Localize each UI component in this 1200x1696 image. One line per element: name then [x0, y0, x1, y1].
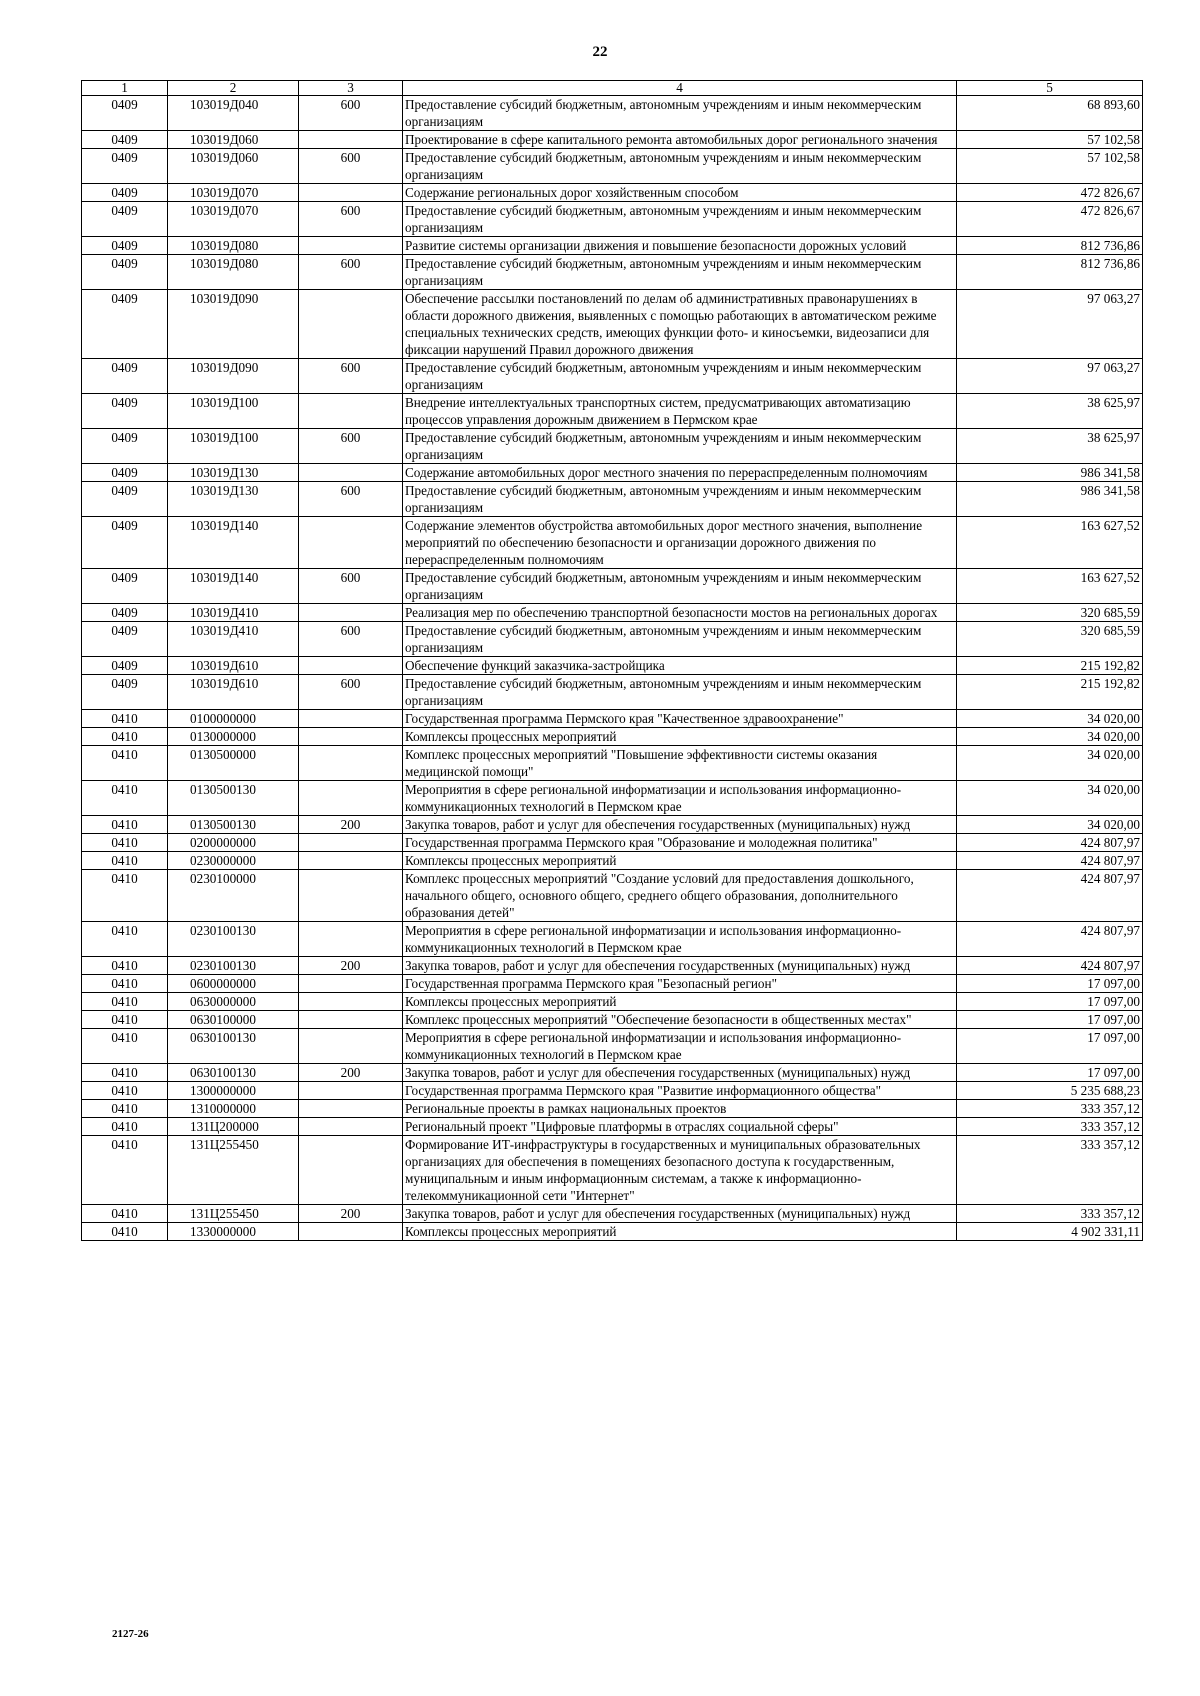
section-code-cell: 0409 — [82, 290, 168, 359]
item-name-cell: Содержание автомобильных дорог местного значения по перераспределенным полномочиям — [403, 464, 957, 482]
target-article-code-cell: 1300000000 — [168, 1082, 299, 1100]
table-row — [82, 1223, 1143, 1241]
item-name-cell: Предоставление субсидий бюджетным, автономным учреждениям и иным некоммерческим организациям — [403, 149, 957, 184]
amount-cell: 38 625,97 — [957, 394, 1143, 429]
expense-type-code-cell — [299, 975, 403, 993]
expense-type-code-cell: 600 — [299, 149, 403, 184]
table-row — [82, 622, 1143, 657]
section-code-cell: 0410 — [82, 975, 168, 993]
target-article-code-cell: 0630000000 — [168, 993, 299, 1011]
item-name-cell: Государственная программа Пермского края "Развитие информационного общества" — [403, 1082, 957, 1100]
expense-type-code-cell: 600 — [299, 359, 403, 394]
amount-cell: 34 020,00 — [957, 781, 1143, 816]
target-article-code-cell: 103019Д090 — [168, 290, 299, 359]
table-row — [82, 1011, 1143, 1029]
table-row — [82, 482, 1143, 517]
target-article-code-cell: 131Ц200000 — [168, 1118, 299, 1136]
amount-cell: 68 893,60 — [957, 96, 1143, 131]
target-article-code-cell: 103019Д080 — [168, 237, 299, 255]
section-code-cell: 0410 — [82, 1118, 168, 1136]
item-name-cell: Региональные проекты в рамках национальных проектов — [403, 1100, 957, 1118]
target-article-code-cell: 0630100130 — [168, 1029, 299, 1064]
target-article-code-cell: 0100000000 — [168, 710, 299, 728]
table-row — [82, 870, 1143, 922]
column-header-2: 2 — [168, 81, 299, 96]
expense-type-code-cell — [299, 728, 403, 746]
amount-cell: 17 097,00 — [957, 1011, 1143, 1029]
target-article-code-cell: 0130500130 — [168, 781, 299, 816]
document-code: 2127-26 — [112, 1628, 149, 1640]
target-article-code-cell: 103019Д080 — [168, 255, 299, 290]
item-name-cell: Обеспечение рассылки постановлений по делам об административных правонарушениях в области дорожного движения, выявленных с помощью работающих в автоматическом режиме специальных технических средств, имеющих функции фото- и киносъемки, видеозаписи для фиксации нарушений Правил дорожного движения — [403, 290, 957, 359]
section-code-cell: 0409 — [82, 657, 168, 675]
section-code-cell: 0410 — [82, 728, 168, 746]
budget-table-container — [81, 80, 1142, 1241]
table-row — [82, 1064, 1143, 1082]
expense-type-code-cell: 600 — [299, 429, 403, 464]
amount-cell: 34 020,00 — [957, 710, 1143, 728]
target-article-code-cell: 0630100130 — [168, 1064, 299, 1082]
expense-type-code-cell: 600 — [299, 202, 403, 237]
table-row — [82, 1118, 1143, 1136]
amount-cell: 163 627,52 — [957, 517, 1143, 569]
expense-type-code-cell — [299, 237, 403, 255]
table-row — [82, 96, 1143, 131]
expense-type-code-cell — [299, 604, 403, 622]
item-name-cell: Комплексы процессных мероприятий — [403, 728, 957, 746]
target-article-code-cell: 103019Д070 — [168, 202, 299, 237]
item-name-cell: Содержание региональных дорог хозяйственным способом — [403, 184, 957, 202]
item-name-cell: Комплекс процессных мероприятий "Повышение эффективности системы оказания медицинской помощи" — [403, 746, 957, 781]
amount-cell: 320 685,59 — [957, 604, 1143, 622]
table-row — [82, 834, 1143, 852]
table-row — [82, 1029, 1143, 1064]
table-row — [82, 429, 1143, 464]
target-article-code-cell: 103019Д130 — [168, 482, 299, 517]
amount-cell: 34 020,00 — [957, 816, 1143, 834]
amount-cell: 424 807,97 — [957, 922, 1143, 957]
amount-cell: 986 341,58 — [957, 464, 1143, 482]
item-name-cell: Реализация мер по обеспечению транспортной безопасности мостов на региональных дорогах — [403, 604, 957, 622]
target-article-code-cell: 103019Д140 — [168, 569, 299, 604]
item-name-cell: Комплекс процессных мероприятий "Создание условий для предоставления дошкольного, начального общего, основного общего, среднего общего образования, дополнительного образования детей" — [403, 870, 957, 922]
amount-cell: 333 357,12 — [957, 1100, 1143, 1118]
target-article-code-cell: 103019Д610 — [168, 657, 299, 675]
section-code-cell: 0410 — [82, 834, 168, 852]
amount-cell: 34 020,00 — [957, 746, 1143, 781]
target-article-code-cell: 103019Д410 — [168, 622, 299, 657]
item-name-cell: Региональный проект "Цифровые платформы в отраслях социальной сферы" — [403, 1118, 957, 1136]
table-row — [82, 394, 1143, 429]
item-name-cell: Мероприятия в сфере региональной информатизации и использования информационно-коммуникационных технологий в Пермском крае — [403, 922, 957, 957]
table-row — [82, 255, 1143, 290]
page-number: 22 — [592, 44, 608, 60]
expense-type-code-cell — [299, 922, 403, 957]
section-code-cell: 0409 — [82, 464, 168, 482]
section-code-cell: 0409 — [82, 604, 168, 622]
section-code-cell: 0409 — [82, 394, 168, 429]
target-article-code-cell: 103019Д060 — [168, 149, 299, 184]
item-name-cell: Предоставление субсидий бюджетным, автономным учреждениям и иным некоммерческим организациям — [403, 96, 957, 131]
target-article-code-cell: 103019Д610 — [168, 675, 299, 710]
target-article-code-cell: 0130500000 — [168, 746, 299, 781]
column-header-1: 1 — [82, 81, 168, 96]
item-name-cell: Государственная программа Пермского края "Безопасный регион" — [403, 975, 957, 993]
item-name-cell: Развитие системы организации движения и повышение безопасности дорожных условий — [403, 237, 957, 255]
amount-cell: 17 097,00 — [957, 1064, 1143, 1082]
target-article-code-cell: 103019Д060 — [168, 131, 299, 149]
section-code-cell: 0409 — [82, 359, 168, 394]
column-header-3: 3 — [299, 81, 403, 96]
expense-type-code-cell — [299, 464, 403, 482]
table-row — [82, 517, 1143, 569]
section-code-cell: 0409 — [82, 131, 168, 149]
expense-type-code-cell — [299, 1011, 403, 1029]
item-name-cell: Содержание элементов обустройства автомобильных дорог местного значения, выполнение мероприятий по обеспечению безопасности и организации дорожного движения по перераспределенным полномочиям — [403, 517, 957, 569]
section-code-cell: 0409 — [82, 517, 168, 569]
amount-cell: 17 097,00 — [957, 975, 1143, 993]
item-name-cell: Закупка товаров, работ и услуг для обеспечения государственных (муниципальных) нужд — [403, 957, 957, 975]
budget-table — [81, 80, 1143, 1241]
target-article-code-cell: 0200000000 — [168, 834, 299, 852]
expense-type-code-cell: 600 — [299, 675, 403, 710]
amount-cell: 57 102,58 — [957, 149, 1143, 184]
target-article-code-cell: 103019Д140 — [168, 517, 299, 569]
target-article-code-cell: 0230100130 — [168, 922, 299, 957]
item-name-cell: Формирование ИТ-инфраструктуры в государственных и муниципальных образовательных организациях для обеспечения в помещениях безопасного доступа к государственным, муниципальным и иным информационным системам, а также к информационно-телекоммуникационной сети "Интернет" — [403, 1136, 957, 1205]
expense-type-code-cell: 600 — [299, 622, 403, 657]
table-row — [82, 184, 1143, 202]
item-name-cell: Мероприятия в сфере региональной информатизации и использования информационно-коммуникационных технологий в Пермском крае — [403, 1029, 957, 1064]
item-name-cell: Комплексы процессных мероприятий — [403, 852, 957, 870]
section-code-cell: 0409 — [82, 429, 168, 464]
amount-cell: 812 736,86 — [957, 237, 1143, 255]
target-article-code-cell: 0130500130 — [168, 816, 299, 834]
amount-cell: 4 902 331,11 — [957, 1223, 1143, 1241]
target-article-code-cell: 1310000000 — [168, 1100, 299, 1118]
amount-cell: 5 235 688,23 — [957, 1082, 1143, 1100]
section-code-cell: 0409 — [82, 675, 168, 710]
expense-type-code-cell — [299, 852, 403, 870]
table-row — [82, 237, 1143, 255]
expense-type-code-cell: 600 — [299, 255, 403, 290]
section-code-cell: 0410 — [82, 710, 168, 728]
item-name-cell: Мероприятия в сфере региональной информатизации и использования информационно-коммуникационных технологий в Пермском крае — [403, 781, 957, 816]
target-article-code-cell: 0230100130 — [168, 957, 299, 975]
target-article-code-cell: 103019Д100 — [168, 394, 299, 429]
section-code-cell: 0410 — [82, 957, 168, 975]
target-article-code-cell: 0630100000 — [168, 1011, 299, 1029]
expense-type-code-cell — [299, 1100, 403, 1118]
item-name-cell: Предоставление субсидий бюджетным, автономным учреждениям и иным некоммерческим организациям — [403, 255, 957, 290]
section-code-cell: 0410 — [82, 1223, 168, 1241]
column-header-4: 4 — [403, 81, 957, 96]
table-row — [82, 728, 1143, 746]
amount-cell: 424 807,97 — [957, 852, 1143, 870]
amount-cell: 472 826,67 — [957, 202, 1143, 237]
expense-type-code-cell — [299, 184, 403, 202]
amount-cell: 215 192,82 — [957, 675, 1143, 710]
section-code-cell: 0410 — [82, 1205, 168, 1223]
item-name-cell: Закупка товаров, работ и услуг для обеспечения государственных (муниципальных) нужд — [403, 816, 957, 834]
item-name-cell: Предоставление субсидий бюджетным, автономным учреждениям и иным некоммерческим организациям — [403, 569, 957, 604]
expense-type-code-cell — [299, 870, 403, 922]
expense-type-code-cell — [299, 1136, 403, 1205]
item-name-cell: Обеспечение функций заказчика-застройщика — [403, 657, 957, 675]
amount-cell: 38 625,97 — [957, 429, 1143, 464]
table-row — [82, 657, 1143, 675]
amount-cell: 17 097,00 — [957, 1029, 1143, 1064]
item-name-cell: Предоставление субсидий бюджетным, автономным учреждениям и иным некоммерческим организациям — [403, 622, 957, 657]
target-article-code-cell: 0130000000 — [168, 728, 299, 746]
table-row — [82, 816, 1143, 834]
section-code-cell: 0409 — [82, 482, 168, 517]
section-code-cell: 0409 — [82, 202, 168, 237]
table-row — [82, 290, 1143, 359]
table-row — [82, 957, 1143, 975]
expense-type-code-cell — [299, 781, 403, 816]
amount-cell: 320 685,59 — [957, 622, 1143, 657]
column-header-5: 5 — [957, 81, 1143, 96]
amount-cell: 333 357,12 — [957, 1118, 1143, 1136]
amount-cell: 424 807,97 — [957, 870, 1143, 922]
section-code-cell: 0410 — [82, 993, 168, 1011]
table-row — [82, 131, 1143, 149]
item-name-cell: Внедрение интеллектуальных транспортных систем, предусматривающих автоматизацию процессов управления дорожным движением в Пермском крае — [403, 394, 957, 429]
table-row — [82, 922, 1143, 957]
expense-type-code-cell: 200 — [299, 816, 403, 834]
table-row — [82, 852, 1143, 870]
expense-type-code-cell: 200 — [299, 957, 403, 975]
amount-cell: 17 097,00 — [957, 993, 1143, 1011]
section-code-cell: 0409 — [82, 569, 168, 604]
expense-type-code-cell: 600 — [299, 569, 403, 604]
amount-cell: 333 357,12 — [957, 1205, 1143, 1223]
expense-type-code-cell — [299, 710, 403, 728]
expense-type-code-cell — [299, 993, 403, 1011]
target-article-code-cell: 103019Д130 — [168, 464, 299, 482]
expense-type-code-cell — [299, 517, 403, 569]
table-row — [82, 149, 1143, 184]
target-article-code-cell: 103019Д070 — [168, 184, 299, 202]
target-article-code-cell: 1330000000 — [168, 1223, 299, 1241]
section-code-cell: 0410 — [82, 922, 168, 957]
table-row — [82, 359, 1143, 394]
table-row — [82, 569, 1143, 604]
amount-cell: 424 807,97 — [957, 957, 1143, 975]
amount-cell: 812 736,86 — [957, 255, 1143, 290]
item-name-cell: Комплекс процессных мероприятий "Обеспечение безопасности в общественных местах" — [403, 1011, 957, 1029]
target-article-code-cell: 131Ц255450 — [168, 1136, 299, 1205]
section-code-cell: 0409 — [82, 237, 168, 255]
target-article-code-cell: 0600000000 — [168, 975, 299, 993]
item-name-cell: Государственная программа Пермского края "Образование и молодежная политика" — [403, 834, 957, 852]
column-header-row — [82, 81, 1143, 96]
amount-cell: 97 063,27 — [957, 359, 1143, 394]
expense-type-code-cell: 600 — [299, 482, 403, 517]
section-code-cell: 0410 — [82, 1100, 168, 1118]
target-article-code-cell: 103019Д040 — [168, 96, 299, 131]
expense-type-code-cell: 200 — [299, 1064, 403, 1082]
item-name-cell: Предоставление субсидий бюджетным, автономным учреждениям и иным некоммерческим организациям — [403, 359, 957, 394]
section-code-cell: 0410 — [82, 1082, 168, 1100]
expense-type-code-cell — [299, 290, 403, 359]
table-row — [82, 710, 1143, 728]
item-name-cell: Комплексы процессных мероприятий — [403, 1223, 957, 1241]
expense-type-code-cell — [299, 746, 403, 781]
amount-cell: 34 020,00 — [957, 728, 1143, 746]
table-row — [82, 1100, 1143, 1118]
table-row — [82, 1082, 1143, 1100]
table-row — [82, 975, 1143, 993]
section-code-cell: 0410 — [82, 1029, 168, 1064]
item-name-cell: Предоставление субсидий бюджетным, автономным учреждениям и иным некоммерческим организациям — [403, 675, 957, 710]
table-row — [82, 746, 1143, 781]
table-row — [82, 604, 1143, 622]
table-row — [82, 1136, 1143, 1205]
table-row — [82, 781, 1143, 816]
table-row — [82, 993, 1143, 1011]
amount-cell: 472 826,67 — [957, 184, 1143, 202]
section-code-cell: 0409 — [82, 255, 168, 290]
section-code-cell: 0409 — [82, 622, 168, 657]
amount-cell: 424 807,97 — [957, 834, 1143, 852]
amount-cell: 986 341,58 — [957, 482, 1143, 517]
item-name-cell: Проектирование в сфере капитального ремонта автомобильных дорог регионального значения — [403, 131, 957, 149]
section-code-cell: 0409 — [82, 149, 168, 184]
section-code-cell: 0410 — [82, 1011, 168, 1029]
expense-type-code-cell: 200 — [299, 1205, 403, 1223]
section-code-cell: 0409 — [82, 184, 168, 202]
expense-type-code-cell — [299, 834, 403, 852]
table-row — [82, 1205, 1143, 1223]
expense-type-code-cell — [299, 131, 403, 149]
item-name-cell: Закупка товаров, работ и услуг для обеспечения государственных (муниципальных) нужд — [403, 1205, 957, 1223]
target-article-code-cell: 0230100000 — [168, 870, 299, 922]
expense-type-code-cell — [299, 394, 403, 429]
amount-cell: 163 627,52 — [957, 569, 1143, 604]
amount-cell: 333 357,12 — [957, 1136, 1143, 1205]
section-code-cell: 0410 — [82, 1136, 168, 1205]
expense-type-code-cell — [299, 1223, 403, 1241]
target-article-code-cell: 131Ц255450 — [168, 1205, 299, 1223]
item-name-cell: Предоставление субсидий бюджетным, автономным учреждениям и иным некоммерческим организациям — [403, 202, 957, 237]
target-article-code-cell: 103019Д090 — [168, 359, 299, 394]
expense-type-code-cell — [299, 1029, 403, 1064]
item-name-cell: Закупка товаров, работ и услуг для обеспечения государственных (муниципальных) нужд — [403, 1064, 957, 1082]
item-name-cell: Государственная программа Пермского края "Качественное здравоохранение" — [403, 710, 957, 728]
section-code-cell: 0410 — [82, 781, 168, 816]
section-code-cell: 0410 — [82, 816, 168, 834]
table-row — [82, 464, 1143, 482]
section-code-cell: 0409 — [82, 96, 168, 131]
amount-cell: 57 102,58 — [957, 131, 1143, 149]
target-article-code-cell: 0230000000 — [168, 852, 299, 870]
expense-type-code-cell — [299, 657, 403, 675]
expense-type-code-cell: 600 — [299, 96, 403, 131]
item-name-cell: Предоставление субсидий бюджетным, автономным учреждениям и иным некоммерческим организациям — [403, 482, 957, 517]
table-body — [82, 96, 1143, 1241]
section-code-cell: 0410 — [82, 1064, 168, 1082]
section-code-cell: 0410 — [82, 870, 168, 922]
amount-cell: 215 192,82 — [957, 657, 1143, 675]
expense-type-code-cell — [299, 1082, 403, 1100]
target-article-code-cell: 103019Д410 — [168, 604, 299, 622]
amount-cell: 97 063,27 — [957, 290, 1143, 359]
table-row — [82, 675, 1143, 710]
item-name-cell: Комплексы процессных мероприятий — [403, 993, 957, 1011]
expense-type-code-cell — [299, 1118, 403, 1136]
section-code-cell: 0410 — [82, 852, 168, 870]
target-article-code-cell: 103019Д100 — [168, 429, 299, 464]
table-row — [82, 202, 1143, 237]
item-name-cell: Предоставление субсидий бюджетным, автономным учреждениям и иным некоммерческим организациям — [403, 429, 957, 464]
section-code-cell: 0410 — [82, 746, 168, 781]
